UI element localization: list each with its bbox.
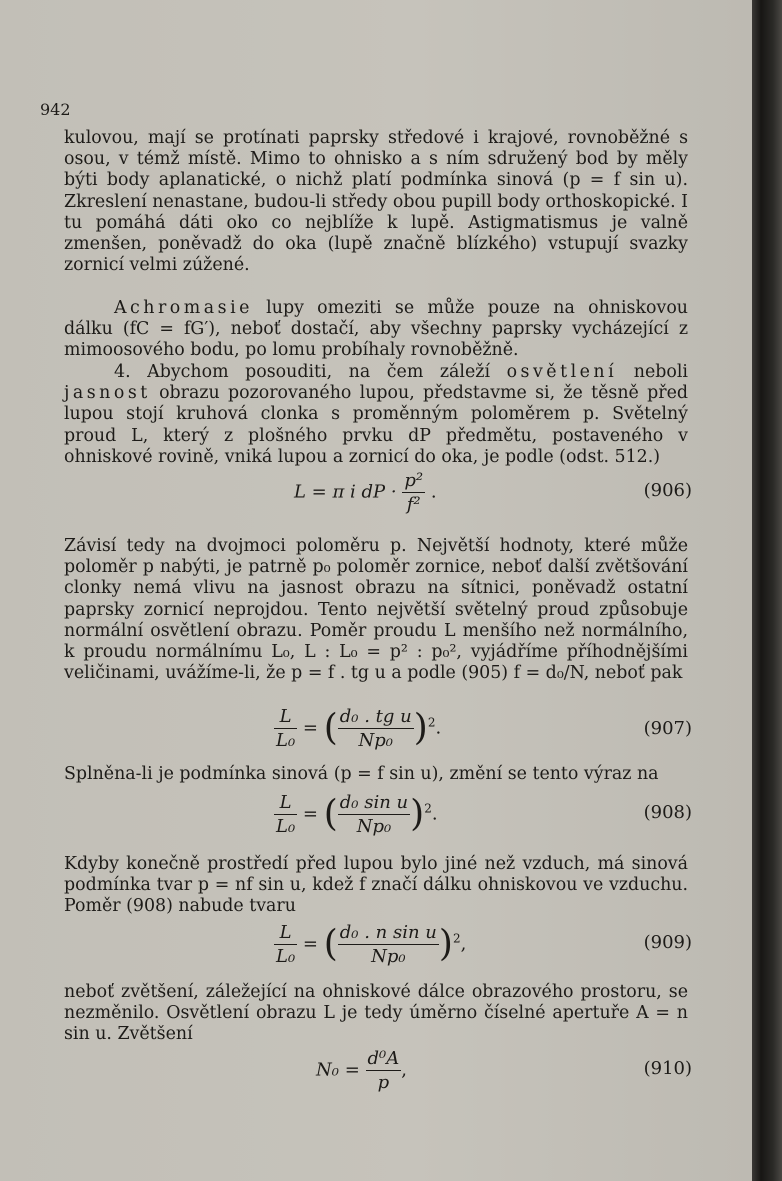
eq907-exponent: 2 (427, 715, 436, 730)
eq909-lhs-numerator: L (279, 922, 292, 943)
eq910-tail: , (401, 1059, 407, 1081)
paragraph-illumination-or: neboli (617, 362, 688, 382)
eq909-exponent: 2 (452, 931, 461, 946)
eq910-denominator: p (366, 1070, 402, 1093)
equation-number-907: (907) (643, 718, 692, 739)
eq908-denominator: Np₀ (338, 814, 410, 837)
eq909-numerator: d₀ . n sin u (339, 922, 437, 943)
term-illumination: osvětlení (506, 362, 618, 382)
eq910-lhs: N₀ = (316, 1059, 360, 1081)
page-number: 942 (40, 100, 71, 119)
paragraph-medium: Kdyby konečně prostředí před lupou bylo jiné než vzduch, má sinová podmínka tvar p = nf sin u, kdež f značí dálku ohniskovou ve vzduchu. Poměr (908) nabude tvaru (64, 854, 688, 917)
equation-909: $\frac{L}{\text{L₀}}$ = ( $\frac{\text{d₀ . n sin u}}{\text{Np₀}}$ )$^2$, (909) (276, 922, 692, 967)
paragraph-radius: Závisí tedy na dvojmoci poloměru p. Největší hodnoty, které může poloměr p nabýti, je patrně p₀ poloměr zornice, neboť další zvětšování clonky nemá vlivu na jasnost obrazu na sítnici, poněvadž ostatní paprsky zornicí neprojdou. Tento největší světelný proud způsobuje normální osvětlení obrazu. Poměr proudu L menšího než normálního, k proudu normálnímu L₀, L : L₀ = p² : p₀², vyjádříme příhodnějšími veličinami, uvážíme-li, že p = f . tg u a podle (905) f = d₀/N, neboť pak (64, 536, 688, 684)
equation-number-909: (909) (643, 932, 692, 953)
eq909-lhs-denominator: L₀ (276, 946, 296, 967)
paragraph-illumination-text: obrazu pozorovaného lupou, představme si, že těsně před lupou stojí kruhová clonka s proměnným poloměrem p. Světelný proud L, který z plošného prvku dP předmětu, postaveného v ohniskové rovině, vniká lupou a zornicí do oka, je podle (odst. 512.) (64, 383, 688, 467)
eq906-numerator: p² (404, 470, 424, 491)
eq906-lhs: L = π i dP · (294, 481, 397, 503)
paragraph-illumination-intro: 4. Abychom posouditi, na čem záleží (114, 362, 507, 382)
eq907-numerator: d₀ . tg u (339, 706, 412, 727)
equation-910 (64, 1044, 692, 1104)
equation-907: $\frac{L}{\text{L₀}}$ = ( $\frac{\text{d₀ . tg u}}{\text{Np₀}}$ )$^2$. (907) (276, 706, 692, 751)
equation-906 (64, 466, 692, 526)
paragraph-sine-condition: Splněna-li je podmínka sinová (p = f sin u), změní se tento výraz na (64, 764, 659, 784)
eq907-lhs (274, 706, 297, 751)
eq909-denominator: Np₀ (338, 944, 439, 967)
eq908-fraction (338, 792, 410, 837)
eq907-tail: . (435, 717, 442, 739)
eq907-lhs-denominator: L₀ (276, 730, 296, 751)
paragraph-achromasia (64, 298, 688, 362)
paragraph-illumination (64, 362, 688, 468)
equation-number-906: (906) (643, 480, 692, 501)
eq906-denominator: f² (402, 492, 425, 515)
equation-number-910: (910) (643, 1058, 692, 1079)
term-achromasia: Achromasie (114, 298, 253, 318)
paragraph-aperture: neboť zvětšení, záležející na ohniskové dálce obrazového prostoru, se nezměnilo. Osvětlení obrazu L je tedy úměrno číselné apertuře A = n sin u. Zvětšení (64, 982, 688, 1045)
eq909-fraction (338, 922, 439, 967)
eq908-tail: . (431, 803, 438, 825)
equation-908: $\frac{L}{\text{L₀}}$ = ( $\frac{\text{d₀ sin u}}{\text{Np₀}}$ )$^2$. (908) (276, 792, 692, 837)
eq907-fraction (338, 706, 414, 751)
eq909-lhs (274, 922, 297, 967)
book-spine-shadow (752, 0, 782, 1181)
eq906-tail: . (430, 481, 437, 503)
eq908-lhs-numerator: L (279, 792, 292, 813)
eq910-numerator: d⁰A (367, 1048, 400, 1069)
eq910-fraction (366, 1048, 402, 1093)
eq907-lhs-numerator: L (279, 706, 292, 727)
eq908-exponent: 2 (424, 801, 432, 816)
term-brightness: jasnost (64, 383, 151, 404)
eq907-denominator: Np₀ (338, 728, 414, 751)
eq906-fraction (402, 470, 425, 515)
paragraph-achromasia-text: lupy omeziti se může pouze na ohniskovou dálku (fC = fG′), neboť dostačí, aby všechny paprsky vycházející z mimoosového bodu, po lomu probíhaly rovnoběžně. (64, 298, 688, 361)
equation-number-908: (908) (643, 802, 692, 823)
eq908-numerator: d₀ sin u (339, 792, 409, 813)
eq908-lhs-denominator: L₀ (276, 816, 296, 837)
paragraph-lens-aberrations: kulovou, mají se protínati paprsky středové i krajové, rovnoběžné s osou, v témž místě. Mimo to ohnisko a s ním sdružený bod by měly býti body aplanatické, o nichž platí podmínka sinová (p = f sin u). Zkreslení nenastane, budou-li středy obou pupill body orthoskopické. I tu pomáhá dáti oko co nejblíže k lupě. Astigmatismus je valně zmenšen, poněvadž do oka (lupě značně blízkého) vstupují svazky zornicí velmi zúžené. (64, 128, 688, 276)
eq908-lhs (274, 792, 297, 837)
eq909-tail: , (460, 933, 467, 955)
